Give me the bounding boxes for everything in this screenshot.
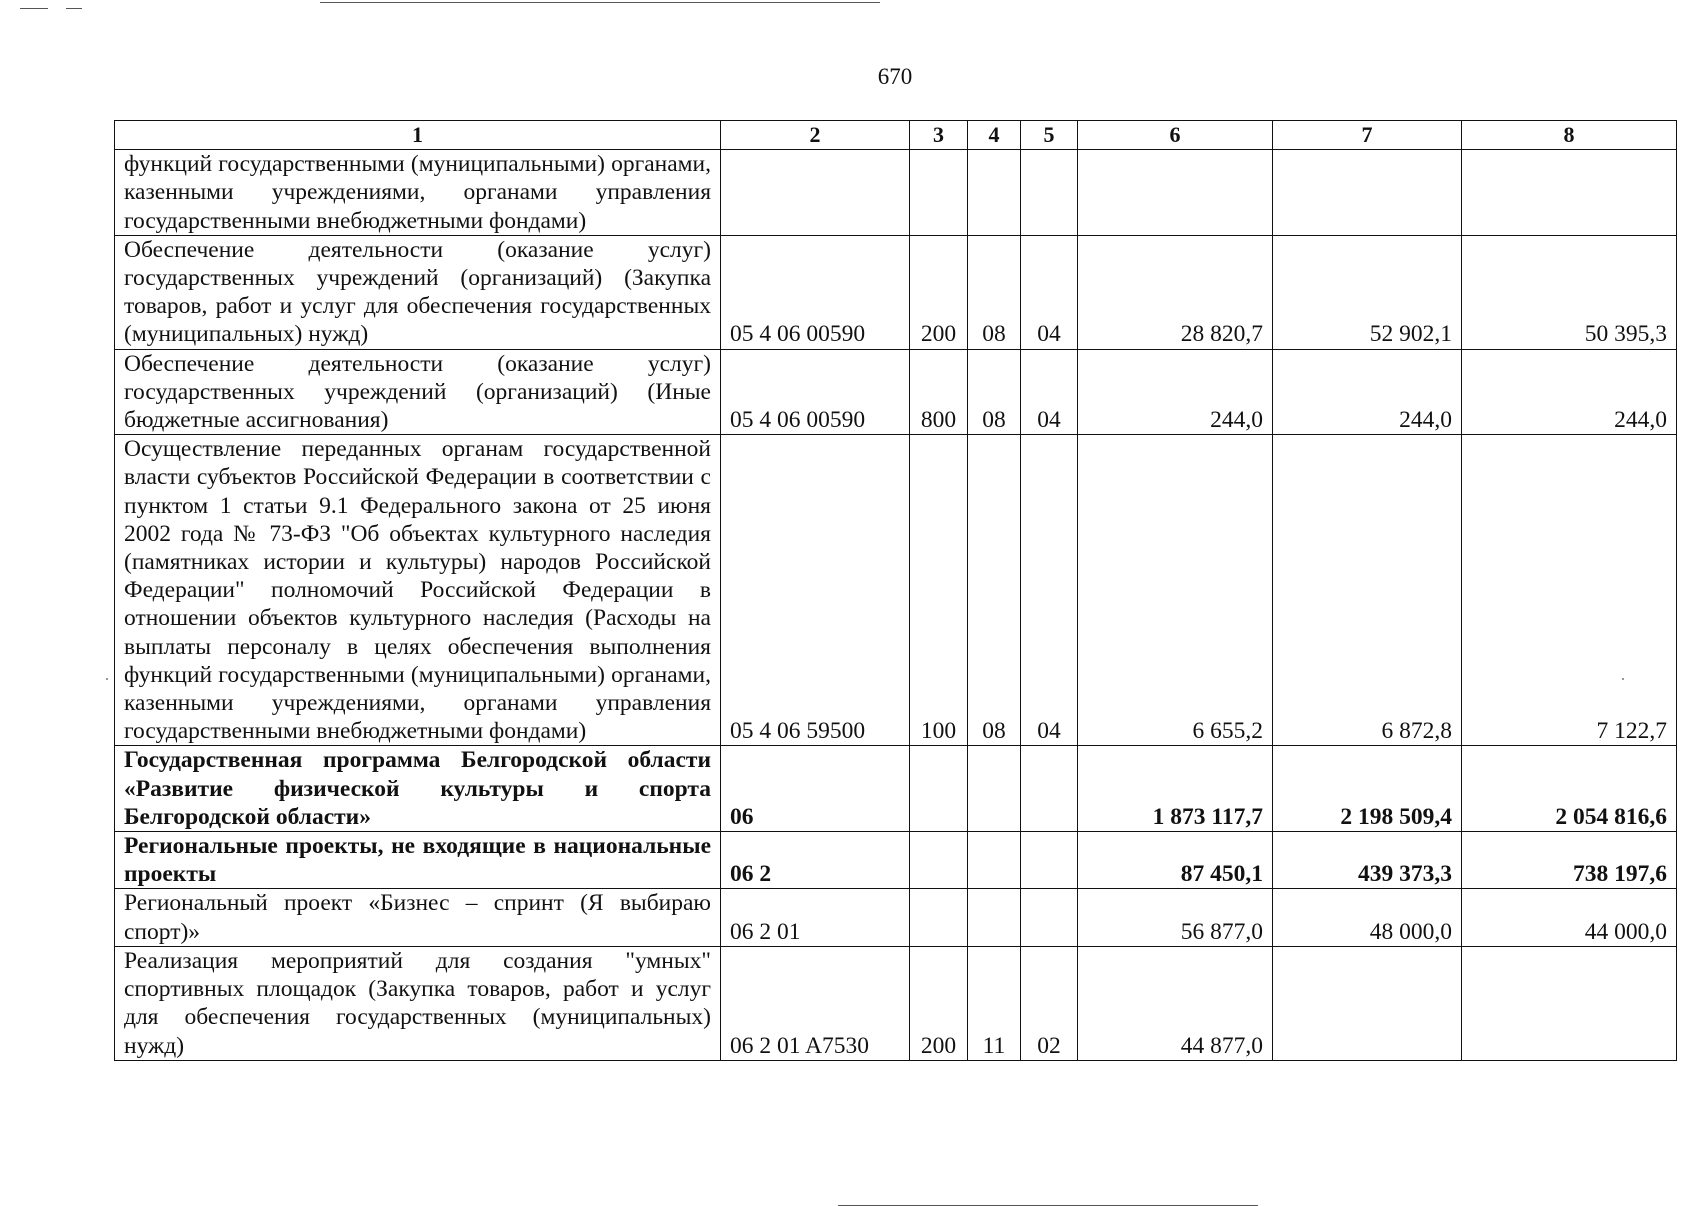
table-row [115,150,1677,236]
row-section: 08 [968,435,1021,746]
row-subsection: 04 [1021,235,1078,349]
row-value-col6: 6 655,2 [1078,435,1273,746]
table-row [115,889,1677,946]
row-code: 05 4 06 59500 [721,435,910,746]
row-value-col7 [1273,150,1462,236]
row-section: 08 [968,349,1021,435]
row-expense-type: 100 [910,435,968,746]
row-code [721,150,910,236]
column-header: 5 [1021,121,1078,150]
column-header: 3 [910,121,968,150]
scan-artifact-top-left-dash [20,8,48,9]
scan-artifact-dot [106,678,108,680]
row-value-col6: 28 820,7 [1078,235,1273,349]
row-code: 06 [721,746,910,832]
table-row [115,349,1677,435]
row-expense-type: 200 [910,235,968,349]
row-value-col7: 439 373,3 [1273,832,1462,889]
row-description: Региональный проект «Бизнес – спринт (Я выбираю спорт)» [115,889,721,946]
row-code: 06 2 01 [721,889,910,946]
column-header: 2 [721,121,910,150]
table-row [115,235,1677,349]
row-section [968,150,1021,236]
table-header-row [115,121,1677,150]
row-expense-type: 800 [910,349,968,435]
row-value-col8 [1462,946,1677,1060]
row-expense-type: 200 [910,946,968,1060]
row-value-col6: 1 873 117,7 [1078,746,1273,832]
scan-artifact-top-left-dash [66,8,82,9]
row-description: Обеспечение деятельности (оказание услуг) государственных учреждений (организаций) (Иные бюджетные ассигнования) [115,349,721,435]
budget-table [114,120,1677,1061]
row-value-col6: 87 450,1 [1078,832,1273,889]
column-header: 8 [1462,121,1677,150]
row-section: 11 [968,946,1021,1060]
row-value-col6 [1078,150,1273,236]
row-value-col7: 48 000,0 [1273,889,1462,946]
row-section: 08 [968,235,1021,349]
row-value-col7 [1273,946,1462,1060]
row-value-col6: 244,0 [1078,349,1273,435]
row-section [968,832,1021,889]
column-header: 4 [968,121,1021,150]
row-code: 06 2 01 A7530 [721,946,910,1060]
scan-artifact-top-line [320,2,880,3]
row-value-col7: 6 872,8 [1273,435,1462,746]
row-description: Обеспечение деятельности (оказание услуг) государственных учреждений (организаций) (Закупка товаров, работ и услуг для обеспечения государственных (муниципальных) нужд) [115,235,721,349]
row-value-col7: 244,0 [1273,349,1462,435]
row-expense-type [910,832,968,889]
row-subsection: 04 [1021,435,1078,746]
column-header: 1 [115,121,721,150]
table-row-program [115,746,1677,832]
row-description: функций государственными (муниципальными) органами, казенными учреждениями, органами управления государственными внебюджетными фондами) [115,150,721,236]
row-subsection [1021,746,1078,832]
row-description: Реализация мероприятий для создания "умных" спортивных площадок (Закупка товаров, работ и услуг для обеспечения государственных (муниципальных) нужд) [115,946,721,1060]
row-subsection [1021,150,1078,236]
row-value-col8 [1462,150,1677,236]
row-value-col6: 56 877,0 [1078,889,1273,946]
table-row [115,946,1677,1060]
row-code: 05 4 06 00590 [721,349,910,435]
row-description: Осуществление переданных органам государственной власти субъектов Российской Федерации в соответствии с пунктом 1 статьи 9.1 Федерального закона от 25 июня 2002 года № 73-ФЗ "Об объектах культурного наследия (памятниках истории и культуры) народов Российской Федерации" полномочий Российской Федерации в отношении объектов культурного наследия (Расходы на выплаты персоналу в целях обеспечения выполнения функций государственными (муниципальными) органами, казенными учреждениями, органами управления государственными внебюджетными фондами) [115,435,721,746]
row-value-col7: 2 198 509,4 [1273,746,1462,832]
table-row [115,435,1677,746]
page-number: 670 [877,64,913,89]
row-subsection [1021,832,1078,889]
row-value-col8: 50 395,3 [1462,235,1677,349]
row-value-col8: 738 197,6 [1462,832,1677,889]
row-section [968,746,1021,832]
row-subsection [1021,889,1078,946]
column-header: 7 [1273,121,1462,150]
row-description: Государственная программа Белгородской области «Развитие физической культуры и спорта Белгородской области» [115,746,721,832]
row-value-col8: 244,0 [1462,349,1677,435]
row-code: 05 4 06 00590 [721,235,910,349]
row-value-col8: 2 054 816,6 [1462,746,1677,832]
row-subsection: 02 [1021,946,1078,1060]
row-value-col7: 52 902,1 [1273,235,1462,349]
row-value-col6: 44 877,0 [1078,946,1273,1060]
row-description: Региональные проекты, не входящие в национальные проекты [115,832,721,889]
row-subsection: 04 [1021,349,1078,435]
row-expense-type [910,150,968,236]
row-value-col8: 44 000,0 [1462,889,1677,946]
row-expense-type [910,889,968,946]
row-code: 06 2 [721,832,910,889]
column-header: 6 [1078,121,1273,150]
row-section [968,889,1021,946]
row-value-col8: 7 122,7 [1462,435,1677,746]
row-expense-type [910,746,968,832]
table-row-subprogram [115,832,1677,889]
